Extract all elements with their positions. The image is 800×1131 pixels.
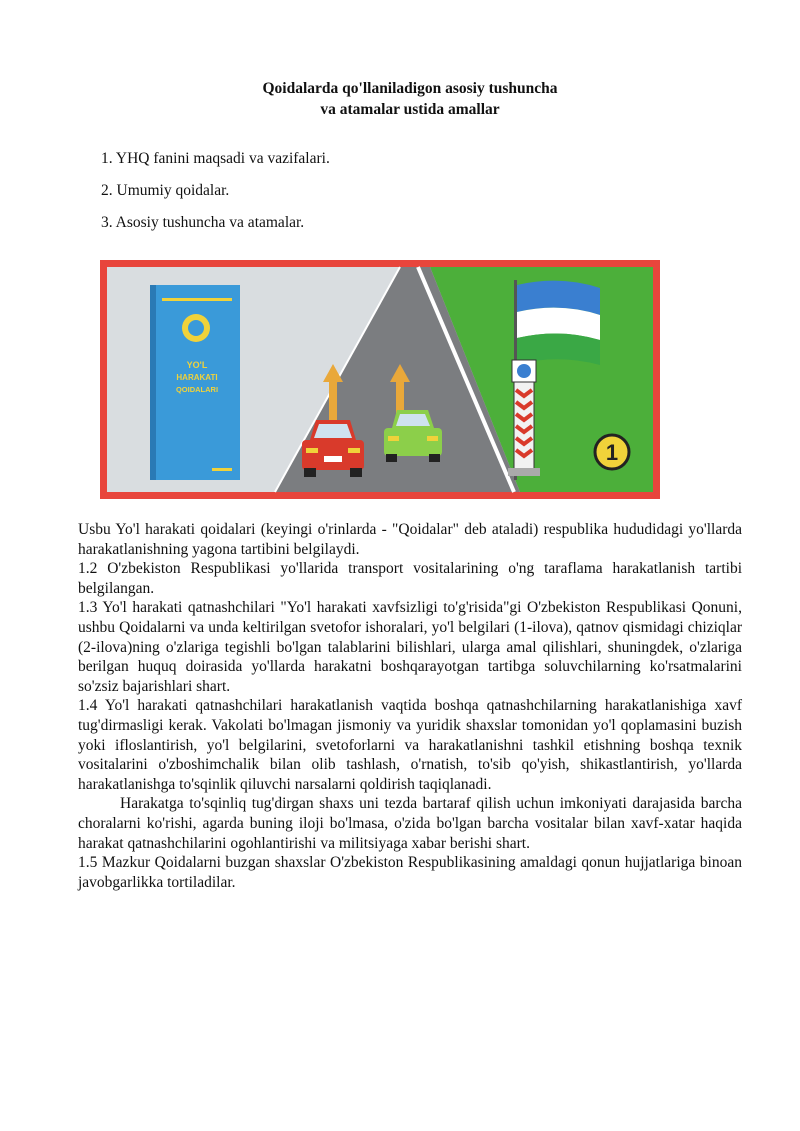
paragraph-1-2: 1.2 O'zbekiston Respublikasi yo'llarida transport vositalarining o'ng taraflama harakatlanish tartibi belgilangan. xyxy=(78,560,742,597)
topic-list xyxy=(101,143,330,239)
body-text xyxy=(78,520,742,892)
book-title-line-3: QOIDALARI xyxy=(175,385,219,394)
paragraph-1-5: 1.5 Mazkur Qoidalarni buzgan shaxslar O'zbekiston Respublikasining amaldagi qonun hujjatlariga binoan javobgarlikka tortiladilar. xyxy=(78,854,742,891)
book-title-line-2: HARAKATI xyxy=(176,373,218,382)
page-title xyxy=(0,78,800,120)
rulebook-icon xyxy=(150,285,240,480)
illustration-graphic xyxy=(100,260,660,499)
book-title-line-1: YO'L xyxy=(186,360,208,370)
number-badge xyxy=(595,435,629,469)
badge-number: 1 xyxy=(605,440,619,465)
topic-item-1: 1. YHQ fanini maqsadi va vazifalari. xyxy=(101,150,330,167)
title-line-2: va atamalar ustida amallar xyxy=(320,101,500,118)
topic-item-3: 3. Asosiy tushuncha va atamalar. xyxy=(101,214,305,231)
paragraph-1-4-continued: Harakatga to'sqinliq tug'dirgan shaxs uni tezda bartaraf qilish uchun imkoniyati darajasida barcha choralarni ko'rishi, agarda buning iloji bo'lmasa, o'zida bo'lgan barcha vositalar bilan xavf-xatar haqida harakat qatnashchilarini ogohlantirishi va militsiyaga xabar berishi shart. xyxy=(78,795,742,852)
paragraph-1-3: 1.3 Yo'l harakati qatnashchilari "Yo'l harakati xavfsizligi to'g'risida"gi O'zbekiston Respublikasi Qonuni, ushbu Qoidalarni va unda keltirilgan svetofor ishoralari, yo'l belgilari (1-ilova), qatnov qismidagi chiziqlar (2-ilova)ning o'zlariga tegishli bo'lgan talablarini bilishlari, ularga amal qilishlari, shuningdek, o'zlariga berilgan huquq doirasida yo'llarda harakatni boshqarayotgan tartibga soluvchilarning ko'rsatmalarini so'zsiz bajarishlari shart. xyxy=(78,599,742,695)
title-line-1: Qoidalarda qo'llaniladigon asosiy tushuncha xyxy=(262,80,558,97)
illustration xyxy=(100,260,660,499)
topic-item-2: 2. Umumiy qoidalar. xyxy=(101,182,230,199)
paragraph-intro: Usbu Yo'l harakati qoidalari (keyingi o'rinlarda - "Qoidalar" deb ataladi) respublika hududidagi yo'llarda harakatlanishning yagona tartibini belgilaydi. xyxy=(78,521,742,558)
paragraph-1-4: 1.4 Yo'l harakati qatnashchilari harakatlanish vaqtida boshqa qatnashchilarning harakatlanishiga xavf tug'dirmasligi kerak. Vakolati bo'lmagan jismoniy va yuridik shaxslar tomonidan yo'l qoplamasini buzish yoki ifloslantirish, yo'l belgilarini, svetoforlarni va harakatlanishni tashkil etishning boshqa texnik vositalarini o'zboshimchalik bilan olib tashlash, o'rnatish, to'sib qo'yish, shikastlantirish, yo'llarda harakatlanishga to'sqinlik qiluvchi narsalarni qoldirish taqiqlanadi. xyxy=(78,697,742,793)
